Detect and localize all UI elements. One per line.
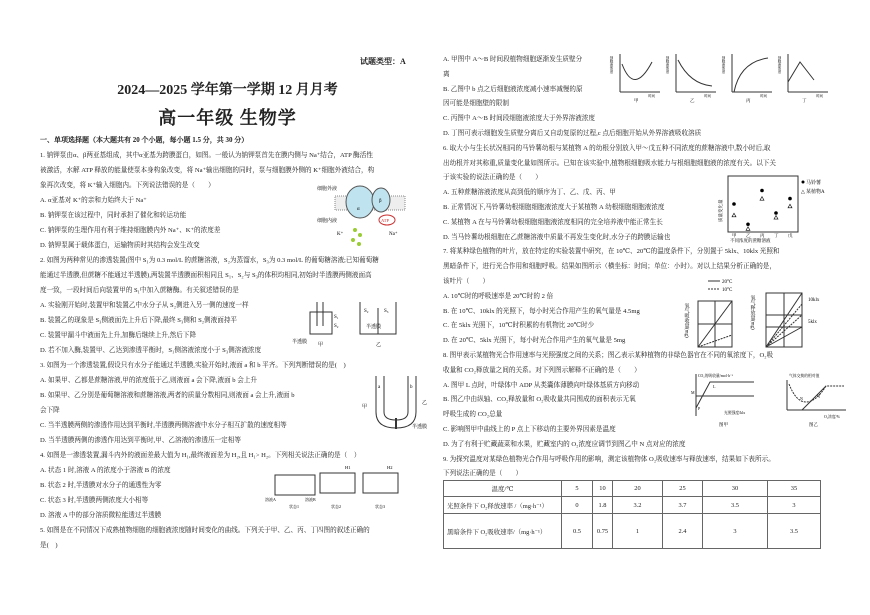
question-text-line: 收量和 CO₂释放量之间的关系。对下列图示解释不正确的是（ ） [443,366,641,374]
plant-a-point [788,204,792,208]
table-header: 温度/℃ [444,481,562,497]
panel-ylabel: 细胞液浓度 [778,56,782,74]
question-text-line: B. 正常情况下,马铃薯幼根细胞细胞液浓度大于某植物 A 幼根细胞细胞液浓度 [443,203,665,211]
jia-ylabel: CO₂的吸收量/mol·h⁻¹ [698,374,734,378]
plant-a-point [760,197,764,201]
question-text-line: 3. 如图为一个渗透装置,假设只有水分子能通过半透膜,实验开始时,液面 a 和 b 平齐。下列判断错误的是( ) [40,362,346,369]
h2-label: H2 [387,465,393,470]
question-text-line: 呼吸生成的 CO₂总量 [443,411,503,419]
question-text-line: D. 若不加入酶,装置甲、乙达到渗透平衡时，S₁侧溶液浓度小于 S₃侧溶液浓度 [40,347,262,354]
question-text-line: 被激活，水解 ATP 释放的能量使泵本身构象改变，将 Na⁺输出细胞的同时，泵与细胞膜外侧的 K⁺细胞外液结合，构 [40,167,375,174]
question-text-line: 8. 图甲表示某植物光合作用速率与光照强度之间的关系；图乙表示某种植物的非绿色器官在不同的氧浓度下，O₂吸 [443,351,774,359]
question-text-line: 黑暗条件下，进行光合作用和细胞呼吸。结果如图所示（横坐标：时间；单位：小时）。对以上结果分析正确的是， [443,263,776,271]
question-text-line: 7. 将某种绿色植物的叶片，放在特定的实验装置中研究，在 10℃、20℃的温度条件下，分别置于 5klx、10klx 光照和 [443,248,780,256]
table-header: 25 [663,481,703,497]
solution-a-label: 溶液A [265,497,276,502]
question-text-line: 下列说法正确的是（ ） [443,470,523,478]
point-q: Q [817,393,820,398]
question-text-line: 于该实验的说法正确的是（ ） [443,174,542,182]
panel-xlabel: 时间 [648,94,655,98]
question-text-line: A. 状态 1 时,溶液 A 的浓度小于溶液 B 的浓度 [40,467,171,474]
sodium-pump-figure [315,180,410,252]
question-text-line: 度一致，一段时间后向装置甲的 S₁中加入蔗糖酶。有关叙述错误的是 [40,287,239,294]
yi-ylabel: 气体交换的相对值 [789,374,820,378]
question-text-line: 能通过半透膜,但蔗糖不能通过半透膜),两装置半透膜面积相同且 S₁、S₂与 S₃的体积均相同,初始时半透膜两侧液面高 [40,272,372,279]
table-cell: 光照条件下 O₂释放速率 /（mg·h⁻¹） [444,497,562,514]
category-label: 戊 [788,233,793,238]
question-text-line: 5. 如图是在不同情况下成熟植物细胞的细胞液浓度随时间变化的曲线。下列关于甲、乙、丙、丁四图的叙述正确的 [40,527,370,534]
table-cell: 3 [703,514,768,549]
panel-caption: 丁 [802,98,807,103]
question-text-line: D. 溶液 A 中的部分溶质微粒能透过半透膜 [40,512,162,519]
device-jia-label: 甲 [318,343,324,348]
table-header: 35 [768,481,821,497]
category-label: 乙 [746,233,751,238]
question-text-line: 离 [443,70,450,78]
question-text-line: A. 10℃时的呼吸速率是 20℃时的 2 倍 [443,292,554,300]
table-header: 5 [562,481,593,497]
panel-ylabel: 细胞液浓度 [722,56,726,74]
question-text-line: 9. 为探究温度对某绿色植物光合作用与呼吸作用的影响，测定该植物体 O₂吸收速率与释放速率，结果如下表所示。 [443,455,775,463]
table-header-row [444,481,821,497]
category-label: 丙 [760,233,765,238]
question-text-line: 6. 取大小与生长状况相同的马铃薯幼根与某植物 A 的幼根分别放入甲～戊五种不同浓度的蔗糖溶液中,数小时后,取 [443,144,771,152]
table-row [444,514,821,549]
cell-sap-graphs [612,52,842,102]
device-yi-label: 乙 [376,343,382,348]
right-ylabel: 氧气释放量(mg) [749,295,755,330]
exam-type-label: 试题类型：A [360,57,406,66]
table-cell: 0.75 [593,514,613,549]
state1-label: 状态1 [289,504,299,509]
table-cell: 1.8 [593,497,613,514]
table-cell: 3.5 [703,497,768,514]
legend-potato: 马铃薯 [806,181,822,186]
question-text-line: C. 在 5klx 光照下，10℃时积累的有机物比 20℃时少 [443,322,595,330]
potato-point [760,189,764,193]
figure-jia-caption: 图甲 [719,422,728,427]
question-text-line: B. 在 10℃、10klx 的光照下，每小时光合作用产生的氧气量是 4.5mg [443,307,640,315]
solution-jia-label: 甲 [362,405,368,410]
legend-plant-a: 某植物A [806,190,825,195]
table-row [444,497,821,514]
question-text-line: C. 影响图甲中曲线上的 P 点上下移动的主要外界因素是温度 [443,425,616,433]
membrane-label: 半透膜 [366,325,382,330]
exam-subtitle: 高一年级 生物学 [158,108,297,128]
point-l: L [713,384,716,389]
solution-yi-label: 乙 [422,401,428,406]
question-text-line: B. 图乙中由纵轴、CO₂释放量和 O₂吸收量共同围成的面积表示无氧 [443,396,636,404]
left-ylabel: 氧气吸收量(mg) [683,303,689,338]
beta-label: β [379,199,382,204]
label-10klx: 10klx [808,298,820,303]
plant-a-point [746,227,750,231]
chart-xlabel: 不同浓度的蔗糖溶液 [730,238,771,243]
table-header: 20 [613,481,663,497]
question-text-line: 会下降 [40,407,60,414]
question-text-line: 是( ) [40,542,58,549]
table-cell: 3.7 [663,497,703,514]
panel-ylabel: 细胞液浓度 [666,56,670,74]
question-text-line: C. 装置甲漏斗中液面先上升,加酶后继续上升,然后下降 [40,332,197,339]
legend-10c: 10°C [722,288,733,293]
panel-caption: 乙 [690,98,695,103]
question-text-line: 1. 钠钾泵由α、β两亚基组成，其中α亚基为跨膜蛋白，如图。一般认为钠钾泵首先在膜内侧与 Na⁺结合，ATP 酶活性 [40,152,373,159]
category-label: 甲 [732,233,737,238]
table-cell: 2.4 [663,514,703,549]
level-b-label: b [410,385,413,390]
table-header: 30 [703,481,768,497]
s2-label: S₂ [334,324,339,329]
question-text-line: D. 钠钾泵属于载体蛋白，运输物质时其结构会发生改变 [40,242,200,249]
question-text-line: C. 钠钾泵的生理作用有利于维持细胞膜内外 Na⁺、K⁺的浓度差 [40,227,221,234]
cell-sap-panel [721,54,772,104]
panel-xlabel: 时间 [704,94,711,98]
mass-change-chart [716,172,856,244]
question-text-line: A. 甲图中 A～B 时间段植物细胞逐渐发生质壁分 [443,56,583,63]
plant-a-point [774,216,778,220]
panel-xlabel: 时间 [816,94,823,98]
question-text-line: C. 丙图中 A～B 时间段细胞液浓度大于外界溶液浓度 [443,115,596,123]
chart-ylabel: 质量变化量 [718,199,723,222]
panel-ylabel: 细胞液浓度 [610,56,614,74]
question-text-line: B. 如果甲、乙分别是葡萄糖溶液和蔗糖溶液,两者的质量分数相同,则液面 a 会上升,液面 b [40,392,295,399]
oxygen-charts [668,277,848,353]
osmosis-devices-figure [290,300,410,348]
legend-20c: 20°C [722,280,733,285]
plant-a-point [732,213,736,217]
potato-point [746,222,750,226]
question-text-line: A. 五种蔗糖溶液浓度从高到低的顺序为丁、乙、戊、丙、甲 [443,189,616,197]
state3-label: 状态3 [375,504,385,509]
point-n: N [800,396,803,401]
point-p: P [698,406,701,411]
question-text-line: A. 图甲 L 点时，叶绿体中 ADP 从类囊体薄膜向叶绿体基质方向移动 [443,381,640,389]
cell-sap-panel [609,54,660,104]
outside-label: 细胞外液 [317,187,338,192]
point-m: M [691,390,695,395]
u-tube-figure [356,372,436,432]
table-cell: 3.2 [613,497,663,514]
level-a-label: a [378,385,381,390]
potato-point [774,211,778,215]
na-label: Na⁺ [389,232,398,237]
photosynthesis-charts [684,372,854,428]
cell-sap-panel [665,54,716,103]
inside-label: 细胞内液 [317,219,338,224]
question-text-line: D. 在 20℃、5klx 光照下，每小时光合作用产生的氧气量是 5mg [443,337,626,345]
question-text-line: 出幼根并对其称重,质量变化量如图所示。已知在该实验中,植物根细胞吸水能力与根细胞细胞液的浓度有关。以下关 [443,159,776,167]
k-label: K⁺ [337,232,344,237]
question-text-line: A. 实验刚开始时,装置甲和装置乙中水分子从 S₂侧进入另一侧的速度一样 [40,302,249,309]
question-text-line: B. 乙图中 b 点之后细胞液浓度减小速率减慢的原 [443,85,583,93]
question-text-line: A. α亚基对 K⁺的亲和力始终大于 Na⁺ [40,197,147,204]
table-header: 10 [593,481,613,497]
atp-label: ATP [381,218,390,223]
jia-xlabel: 光照强度/klx [724,411,746,415]
question-text-line: D. 丁图可表示细胞发生质壁分离后又自动复原的过程,c 点后细胞开始从外界溶液吸收溶质 [443,129,702,137]
cell-sap-panel [777,54,828,104]
question-text-line: D. 为了有利于贮藏蔬菜和水果，贮藏室内的 O₂浓度应调节到图乙中 N 点对应的浓度 [443,440,686,448]
state2-label: 状态2 [331,504,341,509]
solution-b-label: 溶液B [305,497,316,502]
panel-caption: 甲 [634,98,639,103]
table-cell: 0.5 [562,514,593,549]
panel-caption: 丙 [746,98,751,103]
table-cell: 3.5 [768,514,821,549]
question-text-line: B. 钠钾泵在该过程中，同时承担了催化和转运功能 [40,212,187,219]
h1-label: H1 [345,465,351,470]
question-text-line: D. 当马铃薯幼根细胞在乙蔗糖溶液中质量不再发生变化时,水分子的跨膜运输也 [443,233,671,241]
question-text-line: D. 当半透膜两侧的渗透作用达到平衡时,甲、乙溶液的渗透压一定相等 [40,437,241,444]
exam-title: 2024—2025 学年第一学期 12 月月考 [117,83,338,98]
alpha-label: α [357,207,360,212]
osmosis-states-figure [265,455,405,510]
question-text-line: C. 某植物 A 在与马铃薯幼根细胞细胞液浓度相同的完全培养液中能正常生长 [443,218,663,226]
question-text-line: 因可能是细胞壁的限制 [443,100,509,108]
table-cell: 黑暗条件下 O₂吸收速率/（mg·h⁻¹） [444,514,562,549]
svg-text:△: △ [801,190,805,195]
question-text-line: C. 状态 3 时,半透膜两侧浓度大小相等 [40,497,149,504]
s3-label: S₃ [384,309,389,314]
figure-yi-caption: 图乙 [809,422,818,427]
membrane-label: 半透膜 [412,425,428,430]
table-cell: 1 [613,514,663,549]
category-label: 丁 [774,233,779,238]
potato-point [732,202,736,206]
s1-label: S₁ [334,315,339,320]
temperature-table [443,480,821,549]
question-text-line: A. 如果甲、乙都是蔗糖溶液,甲的浓度低于乙,则液面 a 会下降,液面 b 会上升 [40,377,258,384]
question-text-line: 该叶片（ ） [443,277,490,285]
question-text-line: 4. 如图是一渗透装置,漏斗内外的液面差最大值为 H₁,最终液面差为 H₂,且 H₁> H₂。下列相关说法正确的是（ ） [40,452,361,459]
question-text-line: 2. 如图为两种常见的渗透装置(图中 S₁为 0.3 mol/L 的蔗糖溶液，S₂为蒸馏水，S₃为 0.3 mol/L 的葡萄糖溶液;已知葡萄糖 [40,257,379,264]
question-text-line: B. 装置乙的现象是 S₃侧液面先上升后下降,最终 S₃侧和 S₂侧液面持平 [40,317,238,324]
potato-point [788,197,792,201]
question-text-line: B. 状态 2 时,半透膜对水分子的通透性为零 [40,482,162,489]
s2-label: S₂ [364,309,369,314]
section-heading: 一、单项选择题（本大题共有 20 个小题，每小题 1.5 分，共 30 分） [40,136,249,144]
table-cell: 3 [768,497,821,514]
panel-xlabel: 时间 [760,94,767,98]
label-5klx: 5klx [808,320,817,325]
yi-xlabel: O₂浓度/% [824,415,840,419]
question-text-line: C. 当半透膜两侧的渗透作用达到平衡时,半透膜两侧溶液中水分子相互扩散的速度相等 [40,422,287,429]
question-text-line: 象再次改变，将 K⁺输入细胞内。下列说法错误的是（ ） [40,182,215,189]
membrane-label: 半透膜 [292,340,308,345]
table-cell: 0 [562,497,593,514]
